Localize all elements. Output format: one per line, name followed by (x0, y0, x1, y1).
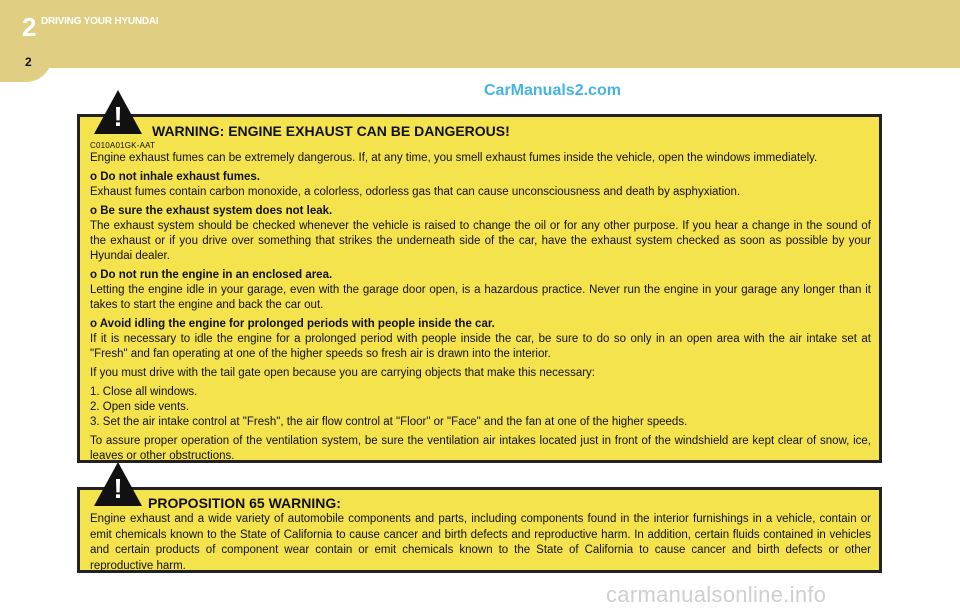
section-body-enclosed: Letting the engine idle in your garage, even with the garage door open, is a hazardous practice. Never run the engine in your garage any longer than it takes to start the engine and back the car out. (90, 284, 871, 311)
proposition-65-title: PROPOSITION 65 WARNING: (148, 495, 341, 511)
exclamation-mark-icon: ! (113, 101, 123, 132)
section-body-leak: The exhaust system should be checked whenever the vehicle is raised to change the oil or for any other purpose. If you hear a change in the sound of the exhaust or if you drive over something that strikes the underneath side of the car, have the exhaust system checked as soon as possible by your Hyundai dealer. (90, 220, 871, 262)
exhaust-warning-title: WARNING: ENGINE EXHAUST CAN BE DANGEROUS! (152, 123, 510, 139)
section-body-idling: If it is necessary to idle the engine for a prolonged period with people inside the car, be sure to do so only in an open area with the air intake set at "Fresh" and fan operating at one of the higher speeds so fresh air is drawn into the interior. (90, 333, 871, 360)
section-heading-inhale: o Do not inhale exhaust fumes. (90, 171, 260, 183)
proposition-65-warning-box (77, 487, 882, 573)
section-heading-idling: o Avoid idling the engine for prolonged periods with people inside the car. (90, 318, 495, 330)
section-body-inhale: Exhaust fumes contain carbon monoxide, a colorless, odorless gas that can cause unconsciousness and death by asphyxiation. (90, 186, 741, 198)
proposition-65-body: Engine exhaust and a wide variety of automobile components and parts, including components found in the interior furnishings in a vehicle, contain or emit chemicals known to the State of California to cause cancer and birth defects and reproductive harm. In addition, certain fluids contained in vehicles and certain products of component wear contain or emit chemicals known to the State of California to cause cancer and birth defects or other reproductive harm. (90, 513, 871, 572)
page-number: 2 (25, 55, 32, 69)
section-heading-enclosed: o Do not run the engine in an enclosed area. (90, 269, 333, 281)
step-item: 1. Close all windows. (90, 386, 198, 398)
section-code: C010A01GK-AAT (90, 141, 156, 150)
exclamation-mark-icon: ! (113, 473, 123, 504)
step-item: 3. Set the air intake control at "Fresh", the air flow control at "Floor" or "Face" and the fan at one of the higher speeds. (90, 416, 688, 428)
step-item: 2. Open side vents. (90, 401, 190, 413)
exhaust-intro: Engine exhaust fumes can be extremely dangerous. If, at any time, you smell exhaust fumes inside the vehicle, open the windows immediately. (90, 152, 818, 164)
watermark-top-link[interactable]: CarManuals2.com (484, 82, 621, 99)
tail-gate-note: If you must drive with the tail gate open because you are carrying objects that make this necessary: (90, 367, 595, 379)
ventilation-closing: To assure proper operation of the ventilation system, be sure the ventilation air intakes located just in front of the windshield are kept clear of snow, ice, leaves or other obstructions. (90, 435, 871, 462)
header-band (0, 0, 960, 68)
chapter-number: 2 (22, 12, 37, 42)
exhaust-warning-box (77, 114, 882, 463)
exhaust-warning-content (90, 141, 871, 464)
section-heading-leak: o Be sure the exhaust system does not leak. (90, 205, 333, 217)
chapter-title: DRIVING YOUR HYUNDAI (41, 16, 159, 27)
watermark-bottom: carmanualsonline.info (606, 582, 827, 607)
